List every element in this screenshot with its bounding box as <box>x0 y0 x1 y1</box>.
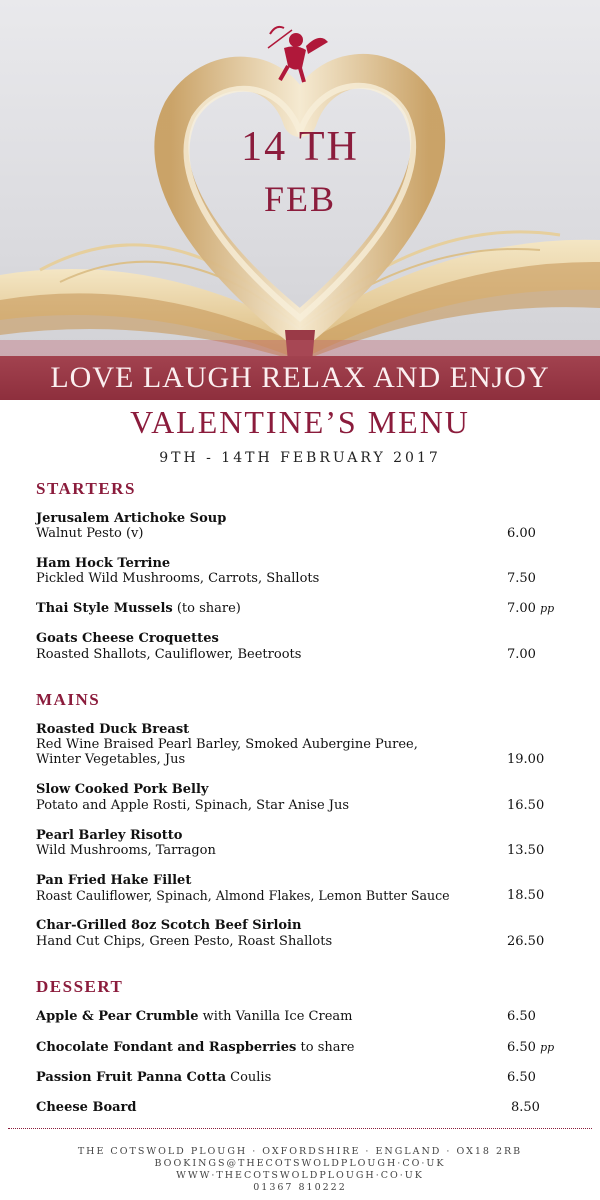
dish-description: Winter Vegetables, Jus <box>36 752 186 767</box>
footer-address: THE COTSWOLD PLOUGH · OXFORDSHIRE · ENGLAND · OX18 2RB <box>77 1146 523 1157</box>
hero-banner <box>0 0 600 400</box>
section-heading-mains: MAINS <box>36 690 101 709</box>
footer-email-link[interactable]: BOOKINGS@THECOTSWOLDPLOUGH·CO·UK <box>154 1158 446 1169</box>
menu-title: VALENTINE’S MENU <box>130 404 470 440</box>
dish-description: Wild Mushrooms, Tarragon <box>36 843 216 858</box>
dish-name: Slow Cooked Pork Belly <box>36 782 209 797</box>
dish-name: Passion Fruit Panna Cotta Coulis <box>36 1070 272 1085</box>
dish-note: with Vanilla Ice Cream <box>198 1009 353 1024</box>
price-unit: pp <box>540 602 555 615</box>
section-heading-starters: STARTERS <box>36 479 136 498</box>
tagline-banner <box>0 356 600 400</box>
dish-price: 13.50 <box>507 843 545 858</box>
cupid-icon <box>262 18 332 88</box>
dish-name: Apple & Pear Crumble with Vanilla Ice Cream <box>36 1009 353 1024</box>
dish-price: 6.50 <box>507 1070 536 1085</box>
dish-price: 7.00 <box>507 647 536 662</box>
dish-description: Potato and Apple Rosti, Spinach, Star Anise Jus <box>36 798 350 813</box>
dish-name: Roasted Duck Breast <box>36 722 190 737</box>
footer-divider <box>8 1128 592 1129</box>
dish-name: Ham Hock Terrine <box>36 556 171 571</box>
dish-note: to share <box>296 1040 355 1055</box>
dish-price: 6.50 pp <box>507 1040 555 1055</box>
dish-name: Char-Grilled 8oz Scotch Beef Sirloin <box>36 918 302 933</box>
dish-price: 18.50 <box>507 888 545 903</box>
dish-price: 19.00 <box>507 752 545 767</box>
date-line-2: FEB <box>263 179 337 219</box>
dish-name: Chocolate Fondant and Raspberries to share <box>36 1040 355 1055</box>
section-heading-dessert: DESSERT <box>36 977 124 996</box>
dish-name: Pearl Barley Risotto <box>36 828 183 843</box>
footer-website-link[interactable]: WWW·THECOTSWOLDPLOUGH·CO·UK <box>176 1170 424 1181</box>
footer-phone: 01367 810222 <box>253 1182 347 1193</box>
dish-note: Coulis <box>226 1070 272 1085</box>
dish-price: 7.50 <box>507 571 536 586</box>
menu-dates: 9TH - 14TH FEBRUARY 2017 <box>159 450 441 466</box>
dish-price: 16.50 <box>507 798 545 813</box>
dish-name: Thai Style Mussels (to share) <box>36 601 241 616</box>
dish-price: 8.50 <box>511 1100 540 1115</box>
dish-description: Pickled Wild Mushrooms, Carrots, Shallots <box>36 571 320 586</box>
dish-price: 6.00 <box>507 526 536 541</box>
dish-name: Goats Cheese Croquettes <box>36 631 219 646</box>
dish-name: Cheese Board <box>36 1100 137 1115</box>
dish-description: Hand Cut Chips, Green Pesto, Roast Shallots <box>36 934 333 949</box>
dish-price: 6.50 <box>507 1009 536 1024</box>
dish-price: 26.50 <box>507 934 545 949</box>
tagline-text: LOVE LAUGH RELAX AND ENJOY <box>50 361 550 394</box>
dish-note: (to share) <box>172 601 241 616</box>
dish-price: 7.00 pp <box>507 601 555 616</box>
dish-description: Roast Cauliflower, Spinach, Almond Flakes, Lemon Butter Sauce <box>36 888 450 903</box>
price-unit: pp <box>540 1041 555 1054</box>
dish-description: Walnut Pesto (v) <box>36 526 144 541</box>
dish-description: Roasted Shallots, Cauliflower, Beetroots <box>36 647 302 662</box>
dish-description: Red Wine Braised Pearl Barley, Smoked Aubergine Puree, <box>36 737 418 752</box>
dish-name: Jerusalem Artichoke Soup <box>36 511 227 526</box>
dish-name: Pan Fried Hake Fillet <box>36 873 192 888</box>
date-line-1: 14 TH <box>241 124 359 170</box>
